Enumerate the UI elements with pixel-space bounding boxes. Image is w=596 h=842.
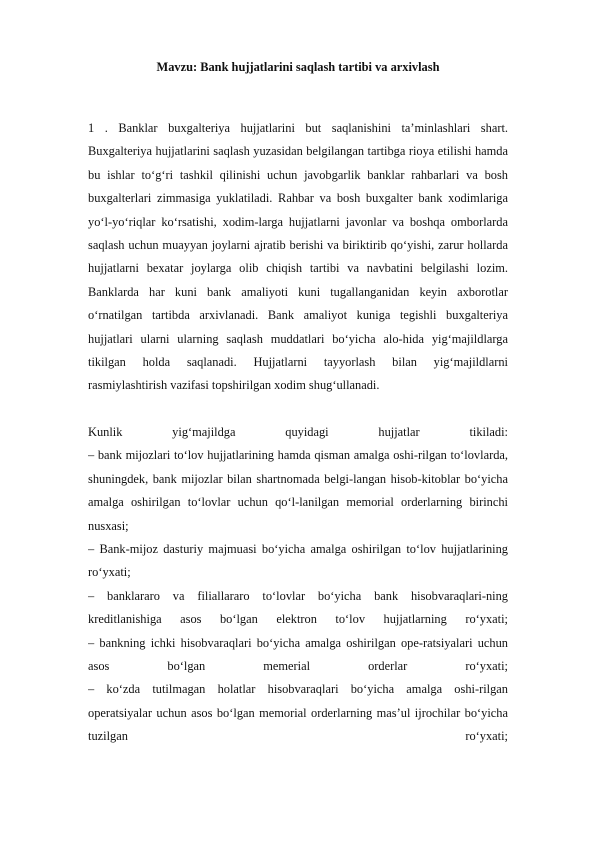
- text-line: shuningdek, bank mijozlar bilan shartnomada belgi-langan hisob-kitoblar bo‘yicha: [88, 471, 508, 486]
- text-line: operatsiyalar uchun asos bo‘lgan memorial orderlarning mas’ul ijrochilar bo‘yicha: [88, 705, 508, 720]
- text-line: nusxasi;: [88, 518, 129, 533]
- text-line: kreditlanishiga asos bo‘lgan elektron to‘lov hujjatlarning ro‘yxati;: [88, 612, 508, 627]
- document-title: Mavzu: Bank hujjatlarini saqlash tartibi va arxivlash: [156, 60, 440, 74]
- text-line: Banklarda har kuni bank amaliyoti kuni tugallanganidan keyin axborotlar: [88, 284, 508, 299]
- text-line: – bankning ichki hisobvaraqlari bo‘yicha amalga oshirilgan ope-ratsiyalari uchun: [88, 635, 508, 650]
- text-line: – bank mijozlari to‘lov hujjatlarining hamda qisman amalga oshi-rilgan to‘lovlarda,: [88, 448, 508, 463]
- paragraph-archiving-responsibility: [88, 117, 508, 398]
- text-line: buxgalterlari zimmasiga yuklatiladi. Rahbar va bosh buxgalter bank xodimlariga: [88, 191, 508, 206]
- text-line: 1 . Banklar buxgalteriya hujjatlarini but saqlanishini ta’minlashlari shart.: [88, 121, 508, 135]
- text-line: tuzilgan ro‘yxati;: [88, 729, 508, 744]
- text-line: Kunlik yig‘majildga quyidagi hujjatlar tikiladi:: [88, 425, 508, 439]
- text-line: bu ishlar to‘g‘ri tashkil qilinishi uchun javobgarlik banklar rahbarlari va bosh: [88, 167, 508, 182]
- text-line: amalga oshirilgan to‘lovlar uchun qo‘l-lanilgan memorial orderlarning birinchi: [88, 495, 508, 510]
- text-line: – Bank-mijoz dasturiy majmuasi bo‘yicha amalga oshirilgan to‘lov hujjatlarining: [88, 542, 508, 557]
- text-line: saqlash uchun muayyan joylarni ajratib berishi va biriktirib qo‘yishi, zarur hollarda: [88, 238, 508, 253]
- text-line: hujjatlari ularni ularning saqlash muddatlari bo‘yicha alo-hida yig‘majildlarga: [88, 331, 508, 346]
- text-line: tikilgan holda saqlanadi. Hujjatlarni tayyorlash bilan yig‘majildlarni: [88, 355, 508, 370]
- paragraph-daily-file-contents: [88, 421, 508, 749]
- text-line: hujjatlarni bexatar joylarga olib chiqish tartibi va navbatini belgilashi lozim.: [88, 261, 508, 276]
- text-line: rasmiylashtirish vazifasi topshirilgan xodim shug‘ullanadi.: [88, 378, 380, 393]
- text-line: – ko‘zda tutilmagan holatlar hisobvaraqlari bo‘yicha amalga oshi-rilgan: [88, 682, 508, 697]
- text-line: yo‘l-yo‘riqlar ko‘rsatishi, xodim-larga hujjatlarni javonlar va boshqa omborlarda: [88, 214, 508, 229]
- text-line: ro‘yxati;: [88, 565, 131, 580]
- text-line: – banklararo va filiallararo to‘lovlar bo‘yicha bank hisobvaraqlari-ning: [88, 588, 508, 603]
- text-line: o‘rnatilgan tartibda arxivlanadi. Bank amaliyot kuniga tegishli buxgalteriya: [88, 308, 508, 323]
- text-line: asos bo‘lgan memerial orderlar ro‘yxati;: [88, 659, 508, 674]
- text-line: Buxgalteriya hujjatlarini saqlash yuzasidan belgilangan tartibga rioya etilishi hamda: [88, 144, 508, 159]
